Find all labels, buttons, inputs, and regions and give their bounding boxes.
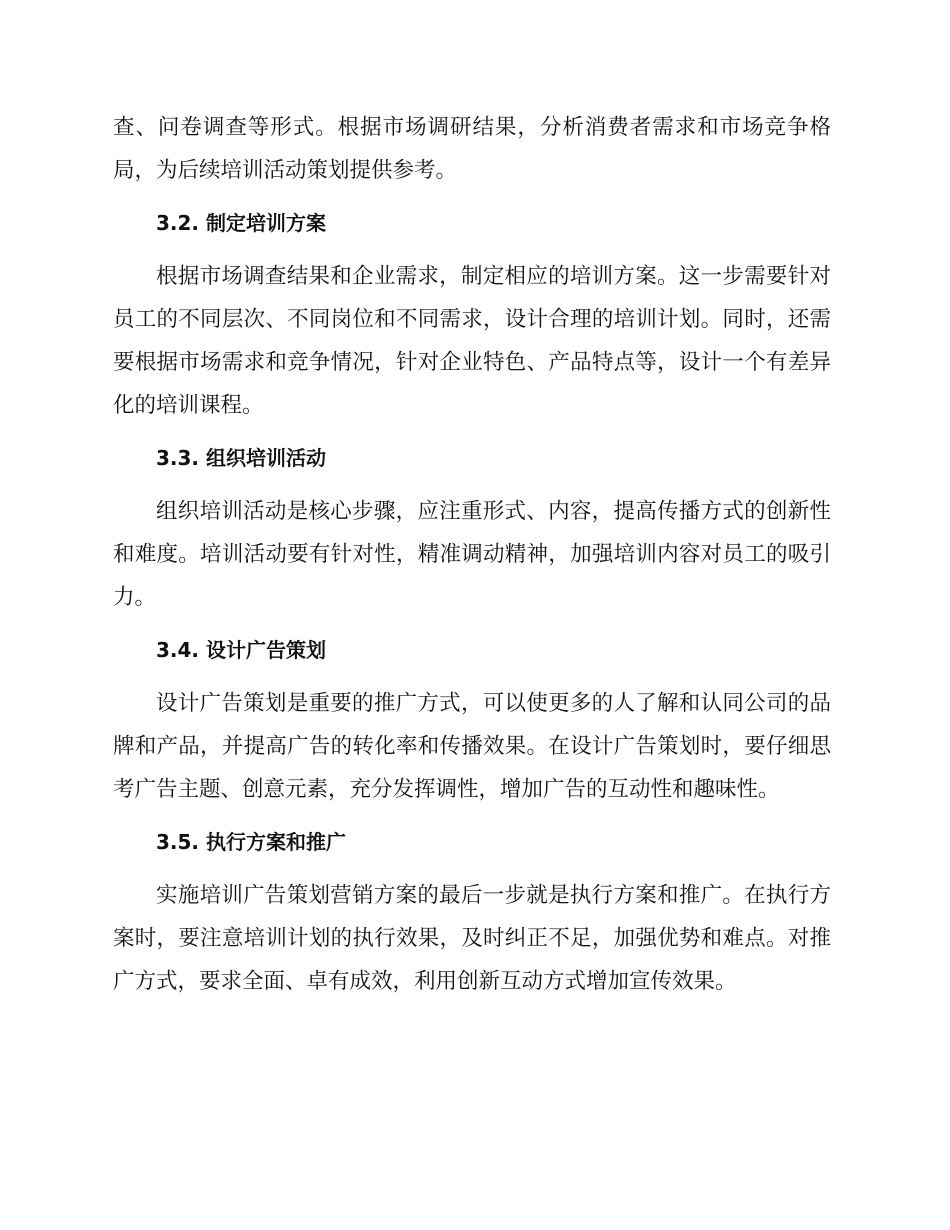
document-body bbox=[113, 106, 831, 1013]
section-3-5 bbox=[113, 821, 831, 1003]
section-paragraph: 组织培训活动是核心步骤，应注重形式、内容，提高传播方式的创新性和难度。培训活动要有针对性，精准调动精神，加强培训内容对员工的吸引力。 bbox=[113, 499, 831, 610]
section-heading: 3.2. 制定培训方案 bbox=[156, 211, 326, 235]
section-paragraph: 实施培训广告策划营销方案的最后一步就是执行方案和推广。在执行方案时，要注意培训计划的执行效果，及时纠正不足，加强优势和难点。对推广方式，要求全面、卓有成效，利用创新互动方式增加宣传效果。 bbox=[113, 883, 831, 994]
section-3-2 bbox=[113, 202, 831, 427]
section-3-4 bbox=[113, 629, 831, 811]
section-3-3 bbox=[113, 437, 831, 619]
section-paragraph: 设计广告策划是重要的推广方式，可以使更多的人了解和认同公司的品牌和产品，并提高广告的转化率和传播效果。在设计广告策划时，要仔细思考广告主题、创意元素，充分发挥调性，增加广告的互动性和趣味性。 bbox=[113, 691, 831, 802]
section-heading: 3.4. 设计广告策划 bbox=[156, 638, 326, 662]
intro-paragraph: 查、问卷调查等形式。根据市场调研结果，分析消费者需求和市场竞争格局，为后续培训活动策划提供参考。 bbox=[113, 115, 831, 183]
section-paragraph: 根据市场调查结果和企业需求，制定相应的培训方案。这一步需要针对员工的不同层次、不同岗位和不同需求，设计合理的培训计划。同时，还需要根据市场需求和竞争情况，针对企业特色、产品特点等，设计一个有差异化的培训课程。 bbox=[113, 264, 831, 418]
section-heading: 3.3. 组织培训活动 bbox=[156, 446, 326, 470]
section-heading: 3.5. 执行方案和推广 bbox=[156, 830, 346, 854]
